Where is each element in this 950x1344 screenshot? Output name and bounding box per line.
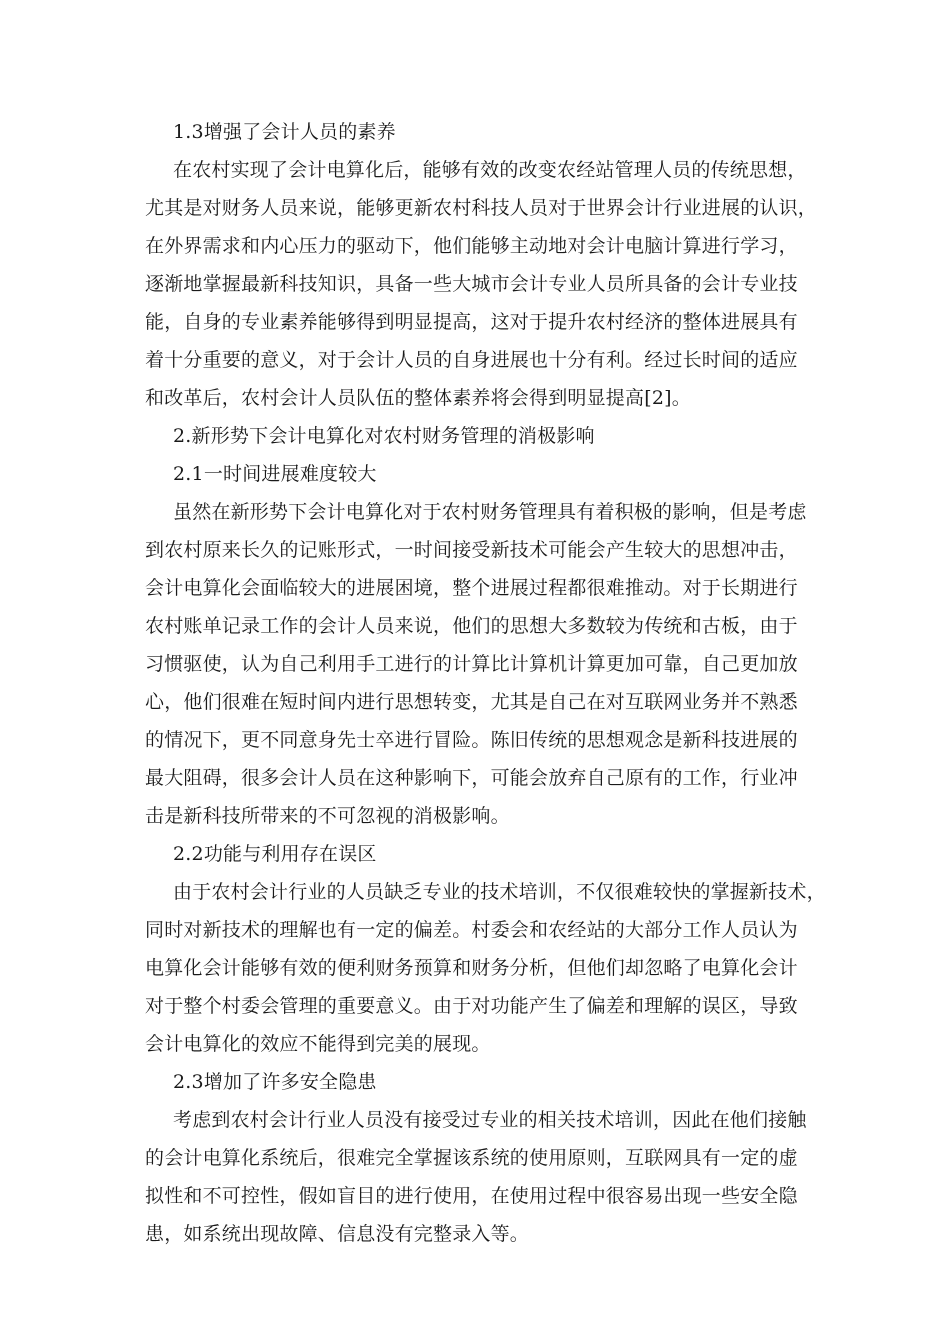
- paragraph-line: 到农村原来长久的记账形式，一时间接受新技术可能会产生较大的思想冲击，: [145, 539, 798, 561]
- paragraph-line: 会计电算化的效应不能得到完美的展现。: [145, 1033, 491, 1055]
- heading-2-2: 2.2功能与利用存在误区: [173, 843, 377, 865]
- heading-2: 2.新形势下会计电算化对农村财务管理的消极影响: [173, 425, 595, 447]
- paragraph-line: 在外界需求和内心压力的驱动下，他们能够主动地对会计电脑计算进行学习，: [145, 235, 798, 257]
- paragraph-line: 拟性和不可控性，假如盲目的进行使用，在使用过程中很容易出现一些安全隐: [145, 1185, 798, 1207]
- paragraph-line: 电算化会计能够有效的便利财务预算和财务分析，但他们却忽略了电算化会计: [145, 957, 798, 979]
- paragraph-line: 最大阻碍，很多会计人员在这种影响下，可能会放弃自己原有的工作，行业冲: [145, 767, 798, 789]
- paragraph-line: 同时对新技术的理解也有一定的偏差。村委会和农经站的大部分工作人员认为: [145, 919, 798, 941]
- paragraph-line: 虽然在新形势下会计电算化对于农村财务管理具有着积极的影响，但是考虑: [173, 501, 807, 523]
- paragraph-line: 着十分重要的意义，对于会计人员的自身进展也十分有利。经过长时间的适应: [145, 349, 798, 371]
- paragraph-line: 的情况下，更不同意身先士卒进行冒险。陈旧传统的思想观念是新科技进展的: [145, 729, 798, 751]
- paragraph-line: 和改革后，农村会计人员队伍的整体素养将会得到明显提高[2]。: [145, 387, 691, 409]
- paragraph-line: 能，自身的专业素养能够得到明显提高，这对于提升农村经济的整体进展具有: [145, 311, 798, 333]
- paragraph-line: 农村账单记录工作的会计人员来说，他们的思想大多数较为传统和古板，由于: [145, 615, 798, 637]
- paragraph-line: 患，如系统出现故障、信息没有完整录入等。: [145, 1223, 530, 1245]
- paragraph-line: 习惯驱使，认为自己利用手工进行的计算比计算机计算更加可靠，自己更加放: [145, 653, 798, 675]
- paragraph-line: 在农村实现了会计电算化后，能够有效的改变农经站管理人员的传统思想，: [173, 159, 807, 181]
- paragraph-line: 对于整个村委会管理的重要意义。由于对功能产生了偏差和理解的误区，导致: [145, 995, 798, 1017]
- paragraph-line: 的会计电算化系统后，很难完全掌握该系统的使用原则，互联网具有一定的虚: [145, 1147, 798, 1169]
- heading-2-3: 2.3增加了许多安全隐患: [173, 1071, 377, 1093]
- paragraph-line: 尤其是对财务人员来说，能够更新农村科技人员对于世界会计行业进展的认识，: [145, 197, 818, 219]
- heading-2-1: 2.1一时间进展难度较大: [173, 463, 377, 485]
- paragraph-line: 会计电算化会面临较大的进展困境，整个进展过程都很难推动。对于长期进行: [145, 577, 798, 599]
- paragraph-line: 击是新科技所带来的不可忽视的消极影响。: [145, 805, 510, 827]
- paragraph-line: 考虑到农村会计行业人员没有接受过专业的相关技术培训，因此在他们接触: [173, 1109, 807, 1131]
- heading-1-3: 1.3增强了会计人员的素养: [173, 121, 396, 143]
- paragraph-line: 逐渐地掌握最新科技知识，具备一些大城市会计专业人员所具备的会计专业技: [145, 273, 798, 295]
- paragraph-line: 由于农村会计行业的人员缺乏专业的技术培训，不仅很难较快的掌握新技术，: [173, 881, 826, 903]
- paragraph-line: 心，他们很难在短时间内进行思想转变，尤其是自己在对互联网业务并不熟悉: [145, 691, 798, 713]
